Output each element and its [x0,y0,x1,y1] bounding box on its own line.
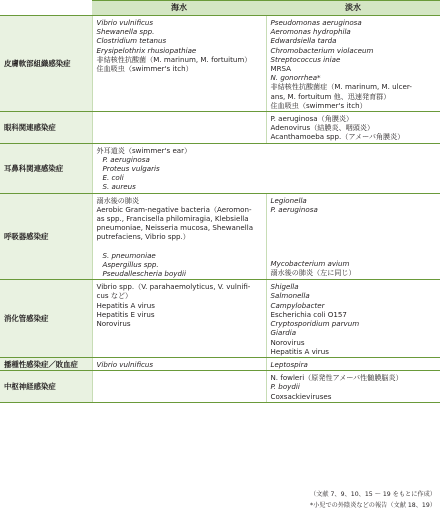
spacer [271,223,438,232]
category-label: 中枢神経感染症 [0,371,92,403]
pathogen-entry: P. aeruginosa（角膜炎） [270,114,354,124]
pathogen-entry: 外耳道炎（swimmer's ear） [96,145,192,155]
pathogen-entry: Norovirus [96,319,131,329]
pathogen-entry: Proteus vulgaris [102,164,160,174]
table-row [0,143,440,193]
pathogen-entry: 住血吸虫（swimmer's itch） [96,64,193,74]
pathogen-entry: Shewanella spp. [96,27,155,37]
pathogen-entry: Pseudomonas aeruginosa [270,18,362,27]
freshwater-cell [266,112,440,144]
pathogen-entry: Erysipelothrix rhusiopathiae [96,45,197,55]
both-waters-cell [92,143,440,193]
pathogen-entry: Coxsackieviruses [270,391,332,401]
table-header-row [0,1,440,16]
pathogen-entry: Pseudallescheria boydii [102,269,186,279]
spacer [271,241,438,250]
header-seawater: 海水 [92,1,266,16]
pathogen-entry: Vibrio spp.（V. parahaemolyticus, V. vulnifi- [96,282,251,292]
pathogen-entry: Cryptosporidium parvum [270,319,360,329]
pathogen-entry: Escherichia coli O157 [270,309,347,319]
pathogen-entry: as spp., Francisella philomiragia, Klebsiella [96,214,249,224]
footnote-source: （文献 7、9、10、15 〜 19 をもとに作成） [310,491,436,498]
seawater-cell [92,280,266,358]
category-label: 呼吸器感染症 [0,193,92,280]
pathogen-entry: 住血吸虫（swimmer's itch） [270,100,367,110]
pathogen-entry: 非結核性抗酸菌（M. marinum, M. fortuitum） [96,54,252,64]
pathogen-entry: Giardia [270,328,297,338]
freshwater-cell [266,280,440,358]
spacer [97,242,263,251]
pathogen-entry: Adenovirus（結膜炎、咽頭炎） [270,123,375,133]
pathogen-entry: N. gonorrhea* [270,73,321,83]
pathogen-entry: Campylobacter [270,300,325,310]
pathogen-entry: Hepatitis A virus [270,346,329,356]
seawater-cell [92,193,266,280]
pathogen-entry: Edwardsiella tarda [270,36,337,46]
seawater-cell [92,112,266,144]
pathogen-entry: pneumoniae, Neisseria mucosa, Shewanella [96,223,254,233]
header-corner [0,1,92,16]
pathogen-entry: S. pneumoniae [102,250,156,260]
pathogen-entry: N. fowleri（原発性アメーバ性髄膜脳炎） [270,373,403,383]
pathogen-entry: ans, M. fortuitum 他、迅速発育群） [270,91,391,101]
freshwater-cell [266,16,440,112]
pathogen-entry: Mycobacterium avium [270,259,350,269]
spacer [271,250,438,259]
pathogen-entry: Acanthamoeba spp.（アメーバ角膜炎） [270,132,405,142]
category-label: 耳鼻科関連感染症 [0,143,92,193]
category-label: 消化管感染症 [0,280,92,358]
pathogen-entry: P. boydii [270,382,300,392]
pathogen-entry: P. aeruginosa [270,204,318,214]
pathogen-entry: cus など） [96,291,133,301]
pathogen-entry: Hepatitis E virus [96,309,155,319]
pathogen-entry: S. aureus [102,182,136,192]
category-label: 眼科関連感染症 [0,112,92,144]
pathogen-entry: Aerobic Gram-negative bacteria（Aeromon- [96,204,252,214]
table-row [0,193,440,280]
pathogen-entry: Salmonella [270,291,310,301]
freshwater-cell [266,357,440,370]
pathogen-entry: Vibrio vulnificus [96,18,154,27]
spacer [271,214,438,223]
pathogen-entry: putrefaciens, Vibrio spp.） [96,232,190,242]
pathogen-entry: Aspergillus spp. [102,259,159,269]
table-row [0,280,440,358]
table-body [0,16,440,403]
pathogen-entry: MRSA [270,64,292,74]
footnote-star: *小児での外陰炎などの報告（文献 18、19） [310,502,436,509]
pathogen-entry: Aeromonas hydrophila [270,27,351,37]
pathogen-entry: Vibrio vulnificus [96,359,154,369]
pathogen-entry: Hepatitis A virus [96,300,155,310]
table-row [0,371,440,403]
pathogen-entry: Clostridium tetanus [96,36,167,46]
table-row [0,112,440,144]
category-label: 播種性感染症／敗血症 [0,357,92,370]
pathogen-entry: Shigella [270,282,299,292]
header-freshwater: 淡水 [266,1,440,16]
pathogen-entry: E. coli [102,173,124,183]
pathogen-entry: 溺水後の肺炎 [96,195,140,205]
seawater-cell [92,371,266,403]
pathogen-entry: 非結核性抗酸菌症（M. marinum, M. ulcer- [270,82,412,92]
freshwater-cell [266,193,440,280]
spacer [271,232,438,241]
seawater-cell [92,357,266,370]
category-label: 皮膚軟部組織感染症 [0,16,92,112]
pathogen-entry: Leptospira [270,359,308,369]
pathogen-entry: 溺水後の肺炎（左に同じ） [270,268,356,278]
table-row [0,16,440,112]
pathogen-entry: P. aeruginosa [102,154,150,164]
pathogen-entry: Streptococcus iniae [270,54,341,64]
pathogen-entry: Chromobacterium violaceum [270,45,374,55]
table-row [0,357,440,370]
pathogen-entry: Norovirus [270,337,305,347]
pathogen-entry: Legionella [270,195,307,205]
seawater-cell [92,16,266,112]
freshwater-cell [266,371,440,403]
